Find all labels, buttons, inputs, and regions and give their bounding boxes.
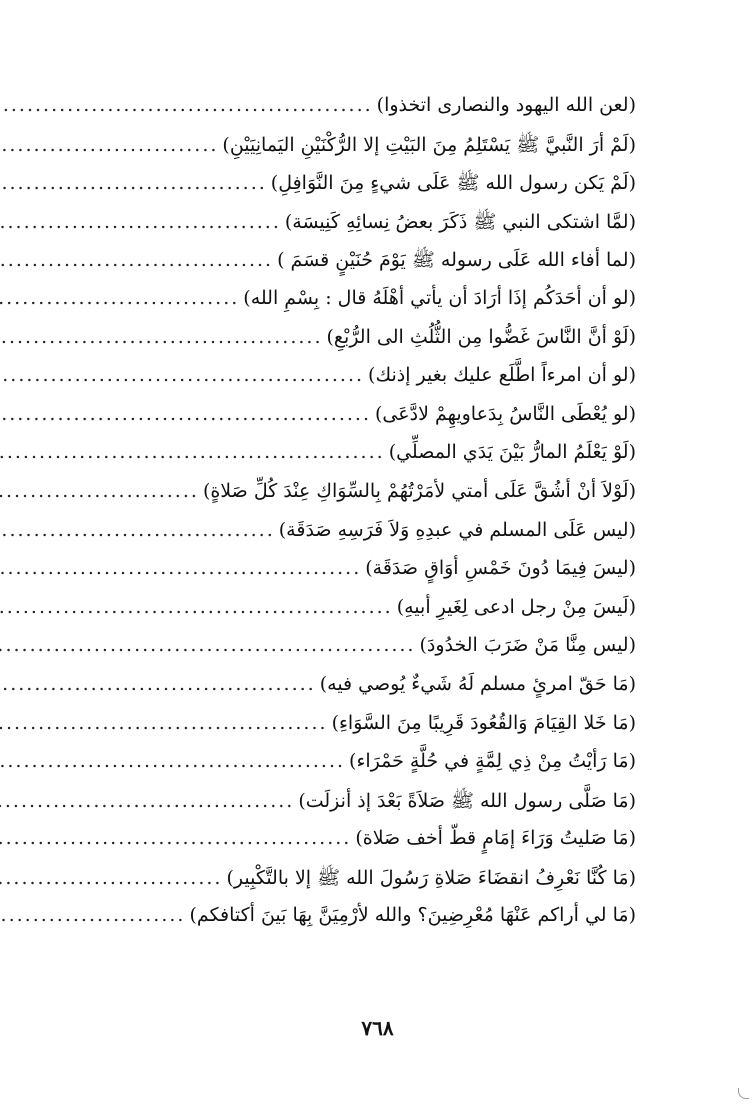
entry-text: (لمَّا اشتكى النبي ﷺ ذَكَرَ بعضُ نِسائِهِ كَنِيسَة) xyxy=(284,210,636,233)
index-entry xyxy=(62,248,636,287)
index-entry xyxy=(62,287,636,326)
entry-text: (لَيسَ مِنْ رجل ادعى لِغَيرِ أبيهِ) xyxy=(396,595,636,618)
index-entry xyxy=(62,634,636,673)
page-number: ٧٦٨ xyxy=(361,1016,394,1040)
index-entry xyxy=(62,557,636,596)
entry-text: (لَمْ أرَ النَّبيَّ ﷺ يَسْتَلِمُ مِنَ البَيْتِ إلا الرُّكْنَيْنِ اليَمانِيَيْنِ) xyxy=(222,133,636,156)
entry-text: (مَا صَلَّى رسول الله ﷺ صَلاَةً بَعْدَ إذ أنزلَت) xyxy=(298,789,636,812)
index-entry xyxy=(62,364,636,403)
entry-text: (مَا لي أراكم عَنْهَا مُعْرِضِينَ؟ والله لأرْمِيَنَّ بِهَا بَينَ أكتافكم) xyxy=(189,904,636,927)
index-entry xyxy=(62,904,636,943)
index-entry xyxy=(62,171,636,210)
entry-text: (مَا رَأيْتُ مِنْ ذِي لِمَّةٍ في حُلَّةٍ حَمْرَاء) xyxy=(349,750,636,773)
page-corner-mark xyxy=(738,1088,749,1099)
index-entry xyxy=(62,326,636,365)
dot-leader xyxy=(0,673,320,695)
entry-text: (لو أن أحَدَكُم إذَا أرَادَ أن يأتي أهْلَهُ قال : بِسْمِ الله) xyxy=(243,286,636,309)
entry-text: (لعن الله اليهود والنصارى اتخذوا) xyxy=(376,94,636,116)
dot-leader xyxy=(0,557,365,579)
entry-text: (لو أن امرءاً اطَّلَع عليك بغير إذنك) xyxy=(368,364,636,387)
dot-leader xyxy=(0,94,377,116)
dot-leader xyxy=(0,211,285,233)
index-entry xyxy=(62,673,636,712)
index-entry xyxy=(62,827,636,866)
index-entry xyxy=(62,866,636,905)
entry-text: (لما أفاء الله عَلَى رسوله ﷺ يَوْمَ حُنَيْنٍ قسَمَ ) xyxy=(277,249,636,272)
entry-text: (مَا كُنَّا نَعْرِفُ انقضَاءَ صَلاةِ رَسُولَ الله ﷺ إلا بالتَّكْبِير) xyxy=(226,866,636,889)
dot-leader xyxy=(0,904,189,926)
dot-leader xyxy=(0,172,271,194)
dot-leader xyxy=(0,326,327,348)
index-entry xyxy=(62,133,636,172)
dot-leader xyxy=(0,712,332,734)
dot-leader xyxy=(0,364,368,386)
index-entry xyxy=(62,519,636,558)
index-entry xyxy=(62,712,636,751)
dot-leader xyxy=(0,480,203,502)
dot-leader xyxy=(0,403,375,425)
entry-text: (لَمْ يَكن رسول الله ﷺ عَلَى شيءٍ مِنَ النَّوَافِلِ) xyxy=(270,172,636,195)
index-entry xyxy=(62,480,636,519)
dot-leader xyxy=(0,750,349,772)
index-entry xyxy=(62,210,636,249)
entry-text: (ليس مِنَّا مَنْ ضَرَبَ الخدُودَ) xyxy=(419,634,636,657)
dot-leader xyxy=(0,441,389,463)
dot-leader xyxy=(0,249,277,271)
hadith-index-list xyxy=(62,94,636,943)
dot-leader xyxy=(0,827,355,849)
index-entry xyxy=(62,403,636,442)
index-entry xyxy=(62,596,636,635)
entry-text: (مَا خَلا القِيَامَ وَالقُعُودَ قَرِيبًا مِنَ السَّوَاءِ) xyxy=(331,711,636,734)
entry-text: (مَا حَقّ امرئٍ مسلم لَهُ شَيءٌ يُوصي فيه) xyxy=(319,672,636,695)
entry-text: (لَوْلاَ أنْ أشُقَّ عَلَى أمتي لأمَرْتُهُمْ بِالسِّوَاكِ عِنْدَ كُلِّ صَلاةٍ) xyxy=(202,479,636,502)
dot-leader xyxy=(0,867,226,889)
index-entry xyxy=(62,94,636,133)
dot-leader xyxy=(0,790,298,812)
index-entry xyxy=(62,789,636,828)
index-entry xyxy=(62,441,636,480)
entry-text: (لَوْ يَعْلَمُ المارُّ بَيْنَ يَدَي المصلِّي) xyxy=(388,441,636,464)
dot-leader xyxy=(0,519,279,541)
dot-leader xyxy=(0,596,397,618)
entry-text: (لو يُعْطَى النَّاسُ بِدَعاويهِمْ لادَّعَى) xyxy=(375,402,636,425)
entry-text: (مَا صَليتُ وَرَاءَ إمَامٍ قطّ أخف صَلاة) xyxy=(355,827,636,850)
dot-leader xyxy=(0,287,243,309)
entry-text: (ليسَ فِيمَا دُونَ خَمْسِ أوَاقٍ صَدَقَة) xyxy=(365,557,636,580)
dot-leader xyxy=(0,634,419,656)
index-entry xyxy=(62,750,636,789)
entry-text: (ليس عَلَى المسلم في عبدِهِ وَلاَ فَرَسِهِ صَدَقَة) xyxy=(278,518,636,541)
dot-leader xyxy=(0,134,222,156)
entry-text: (لَوْ أنَّ النَّاسَ غَضُّوا مِن الثُّلُثِ الى الرُّبْعِ) xyxy=(326,325,636,348)
